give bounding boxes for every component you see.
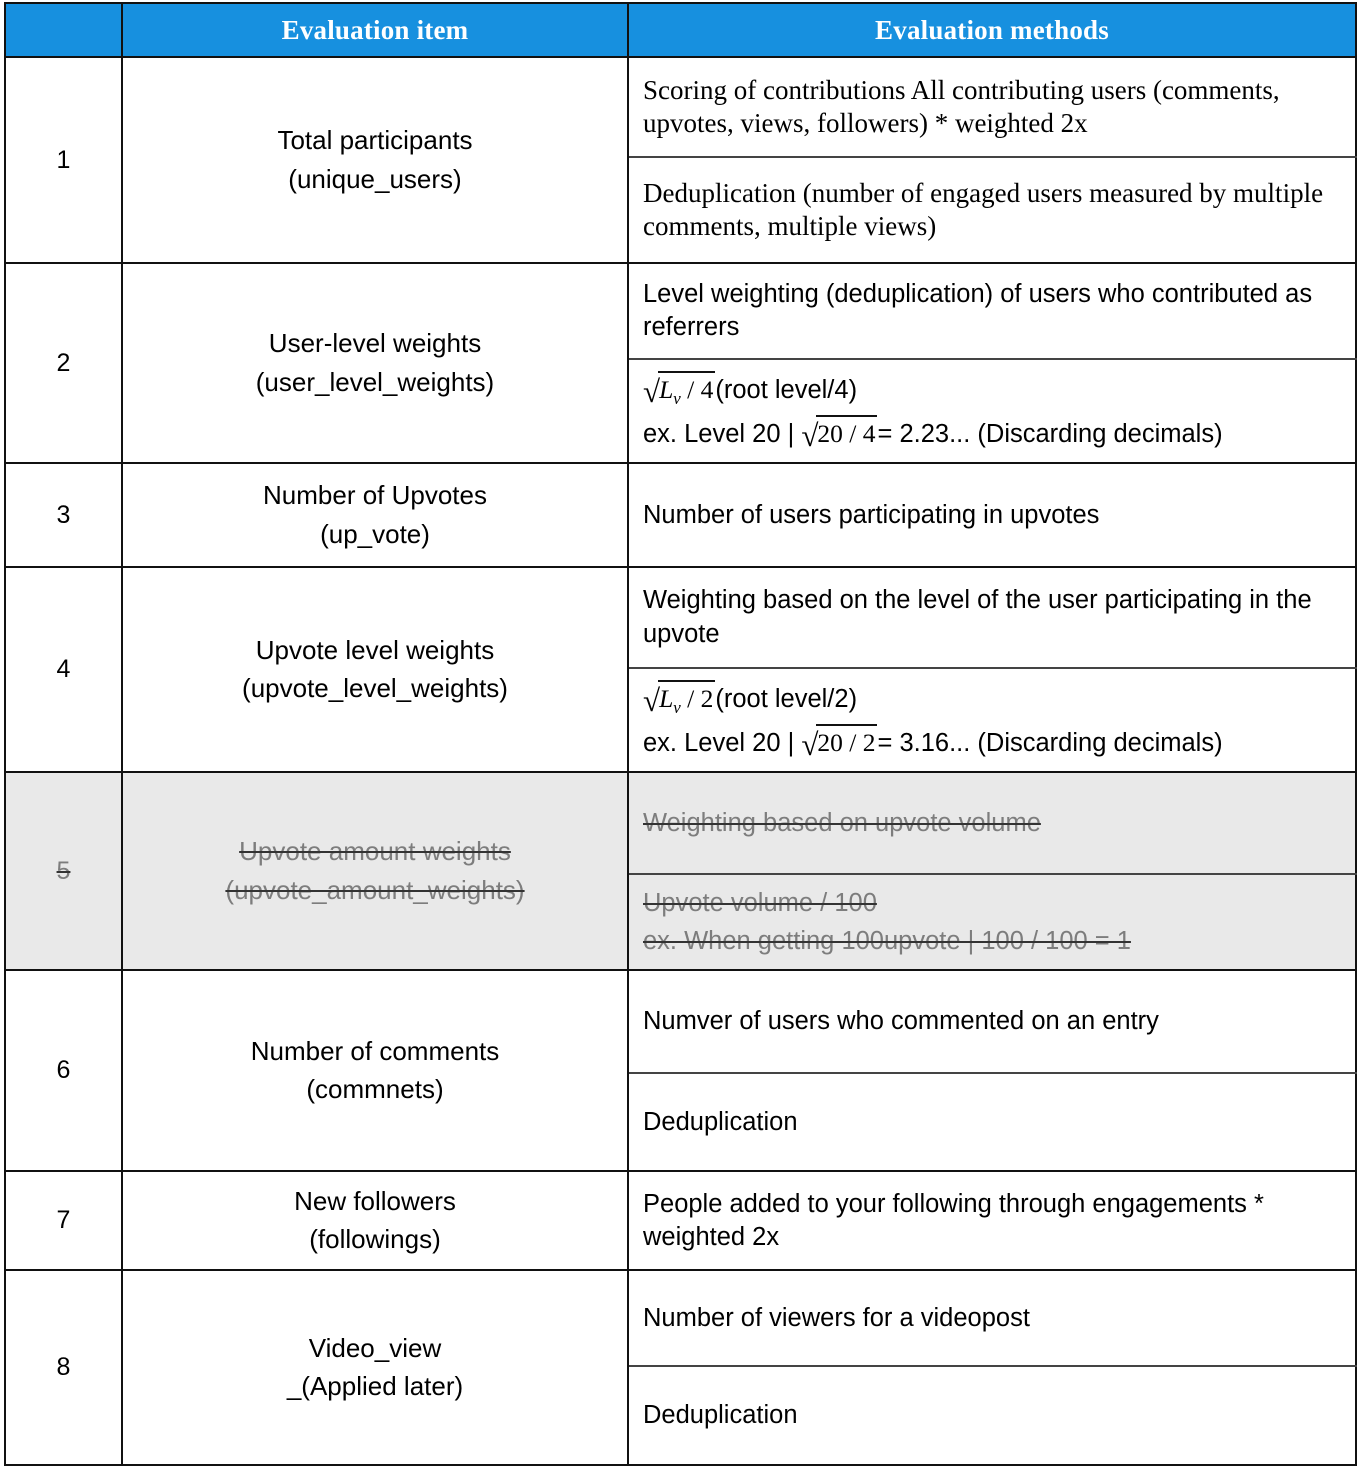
- evaluation-item-cell: [122, 1171, 628, 1270]
- table-row: [5, 57, 1356, 157]
- method-line: ex. When getting 100upvote | 100 / 100 = 1: [643, 926, 1131, 955]
- formula-example-suffix: = 3.16... (Discarding decimals): [877, 729, 1223, 758]
- radicand-example: 20 / 2: [816, 724, 877, 759]
- item-code: _(Applied later): [286, 1371, 464, 1402]
- evaluation-item-cell: [122, 1270, 628, 1465]
- radical-sign-icon: √: [801, 417, 819, 453]
- formula-line-definition: [643, 371, 1347, 410]
- sqrt-expression-example: [801, 415, 877, 451]
- evaluation-method-formula-cell: [628, 359, 1356, 463]
- row-number: 4: [5, 567, 122, 772]
- item-title: Total participants: [277, 125, 473, 156]
- row-number: 6: [5, 970, 122, 1171]
- item-title: Number of comments: [250, 1035, 500, 1066]
- radical-sign-icon: √: [643, 682, 661, 718]
- formula-suffix: (root level/4): [715, 376, 858, 404]
- table-header: [5, 3, 1356, 57]
- item-code: (commnets): [306, 1074, 444, 1105]
- evaluation-method-cell: Level weighting (deduplication) of users who contributed as referrers: [628, 263, 1356, 359]
- formula-example-prefix: ex. Level 20 |: [643, 729, 802, 758]
- method-line: Upvote volume / 100: [643, 888, 877, 917]
- header-row: [5, 3, 1356, 57]
- item-title: Upvote level weights: [255, 634, 495, 665]
- formula-suffix: (root level/2): [715, 685, 858, 714]
- sqrt-expression-example: [801, 724, 877, 760]
- evaluation-method-cell: Deduplication: [628, 1073, 1356, 1171]
- item-code: (followings): [309, 1224, 441, 1255]
- evaluation-method-cell: People added to your following through engagements * weighted 2x: [628, 1171, 1356, 1270]
- evaluation-method-cell: Number of viewers for a videopost: [628, 1270, 1356, 1366]
- evaluation-method-cell: [628, 874, 1356, 970]
- evaluation-method-cell: Deduplication: [628, 1366, 1356, 1465]
- item-code: (upvote_level_weights): [242, 673, 508, 704]
- evaluation-method-cell: Weighting based on upvote volume: [628, 772, 1356, 874]
- formula-line-example: [643, 415, 1347, 451]
- formula-line-definition: [643, 680, 1347, 719]
- row-number: 3: [5, 463, 122, 567]
- evaluation-method-cell: Deduplication (number of engaged users measured by multiple comments, multiple views): [628, 157, 1356, 263]
- evaluation-method-cell: Numver of users who commented on an entry: [628, 970, 1356, 1073]
- table-row: [5, 970, 1356, 1073]
- radical-sign-icon: √: [801, 726, 819, 762]
- row-number: 2: [5, 263, 122, 463]
- evaluation-method-cell: Scoring of contributions All contributing users (comments, upvotes, views, followers) * weighted 2x: [628, 57, 1356, 157]
- variable-level: $L_v$: [659, 375, 681, 409]
- radical-sign-icon: √: [643, 373, 661, 409]
- table-row-deprecated: [5, 772, 1356, 874]
- item-title: New followers: [294, 1185, 456, 1216]
- sqrt-expression: [643, 680, 715, 719]
- item-title: Video_view: [308, 1332, 442, 1363]
- table-row: [5, 263, 1356, 359]
- radicand-divisor: / 4: [680, 375, 714, 404]
- evaluation-table: [4, 2, 1357, 1466]
- radicand-example: 20 / 4: [816, 415, 877, 450]
- table-body: [5, 57, 1356, 1465]
- item-title: Upvote amount weights: [239, 836, 511, 867]
- row-number: 8: [5, 1270, 122, 1465]
- table-row: [5, 1270, 1356, 1366]
- radicand: [658, 371, 715, 410]
- item-code: (up_vote): [320, 518, 430, 549]
- row-number: 1: [5, 57, 122, 263]
- evaluation-item-cell: [122, 263, 628, 463]
- evaluation-item-cell: [122, 970, 628, 1171]
- table-row: [5, 1171, 1356, 1270]
- column-header-number: [5, 3, 122, 57]
- table-row: [5, 567, 1356, 668]
- item-code: (user_level_weights): [255, 366, 495, 397]
- radicand: [658, 680, 715, 719]
- radicand-divisor: / 2: [680, 684, 714, 714]
- variable-level: $L_v$: [659, 684, 681, 718]
- item-title: User-level weights: [268, 328, 482, 359]
- evaluation-method-formula-cell: [628, 668, 1356, 772]
- item-title: Number of Upvotes: [263, 480, 487, 511]
- row-number: 7: [5, 1171, 122, 1270]
- table-row: [5, 463, 1356, 567]
- formula-example-suffix: = 2.23... (Discarding decimals): [877, 419, 1223, 448]
- column-header-evaluation-methods: Evaluation methods: [628, 3, 1356, 57]
- column-header-evaluation-item: Evaluation item: [122, 3, 628, 57]
- formula-line-example: [643, 724, 1347, 760]
- evaluation-item-cell: [122, 57, 628, 263]
- item-code: (upvote_amount_weights): [225, 874, 525, 905]
- formula-example-prefix: ex. Level 20 |: [643, 419, 802, 448]
- evaluation-item-cell: [122, 567, 628, 772]
- item-code: (unique_users): [288, 163, 462, 194]
- evaluation-item-cell: [122, 772, 628, 970]
- evaluation-method-cell: Weighting based on the level of the user participating in the upvote: [628, 567, 1356, 668]
- evaluation-method-cell: Number of users participating in upvotes: [628, 463, 1356, 567]
- evaluation-item-cell: [122, 463, 628, 567]
- sqrt-expression: [643, 371, 715, 410]
- row-number: 5: [5, 772, 122, 970]
